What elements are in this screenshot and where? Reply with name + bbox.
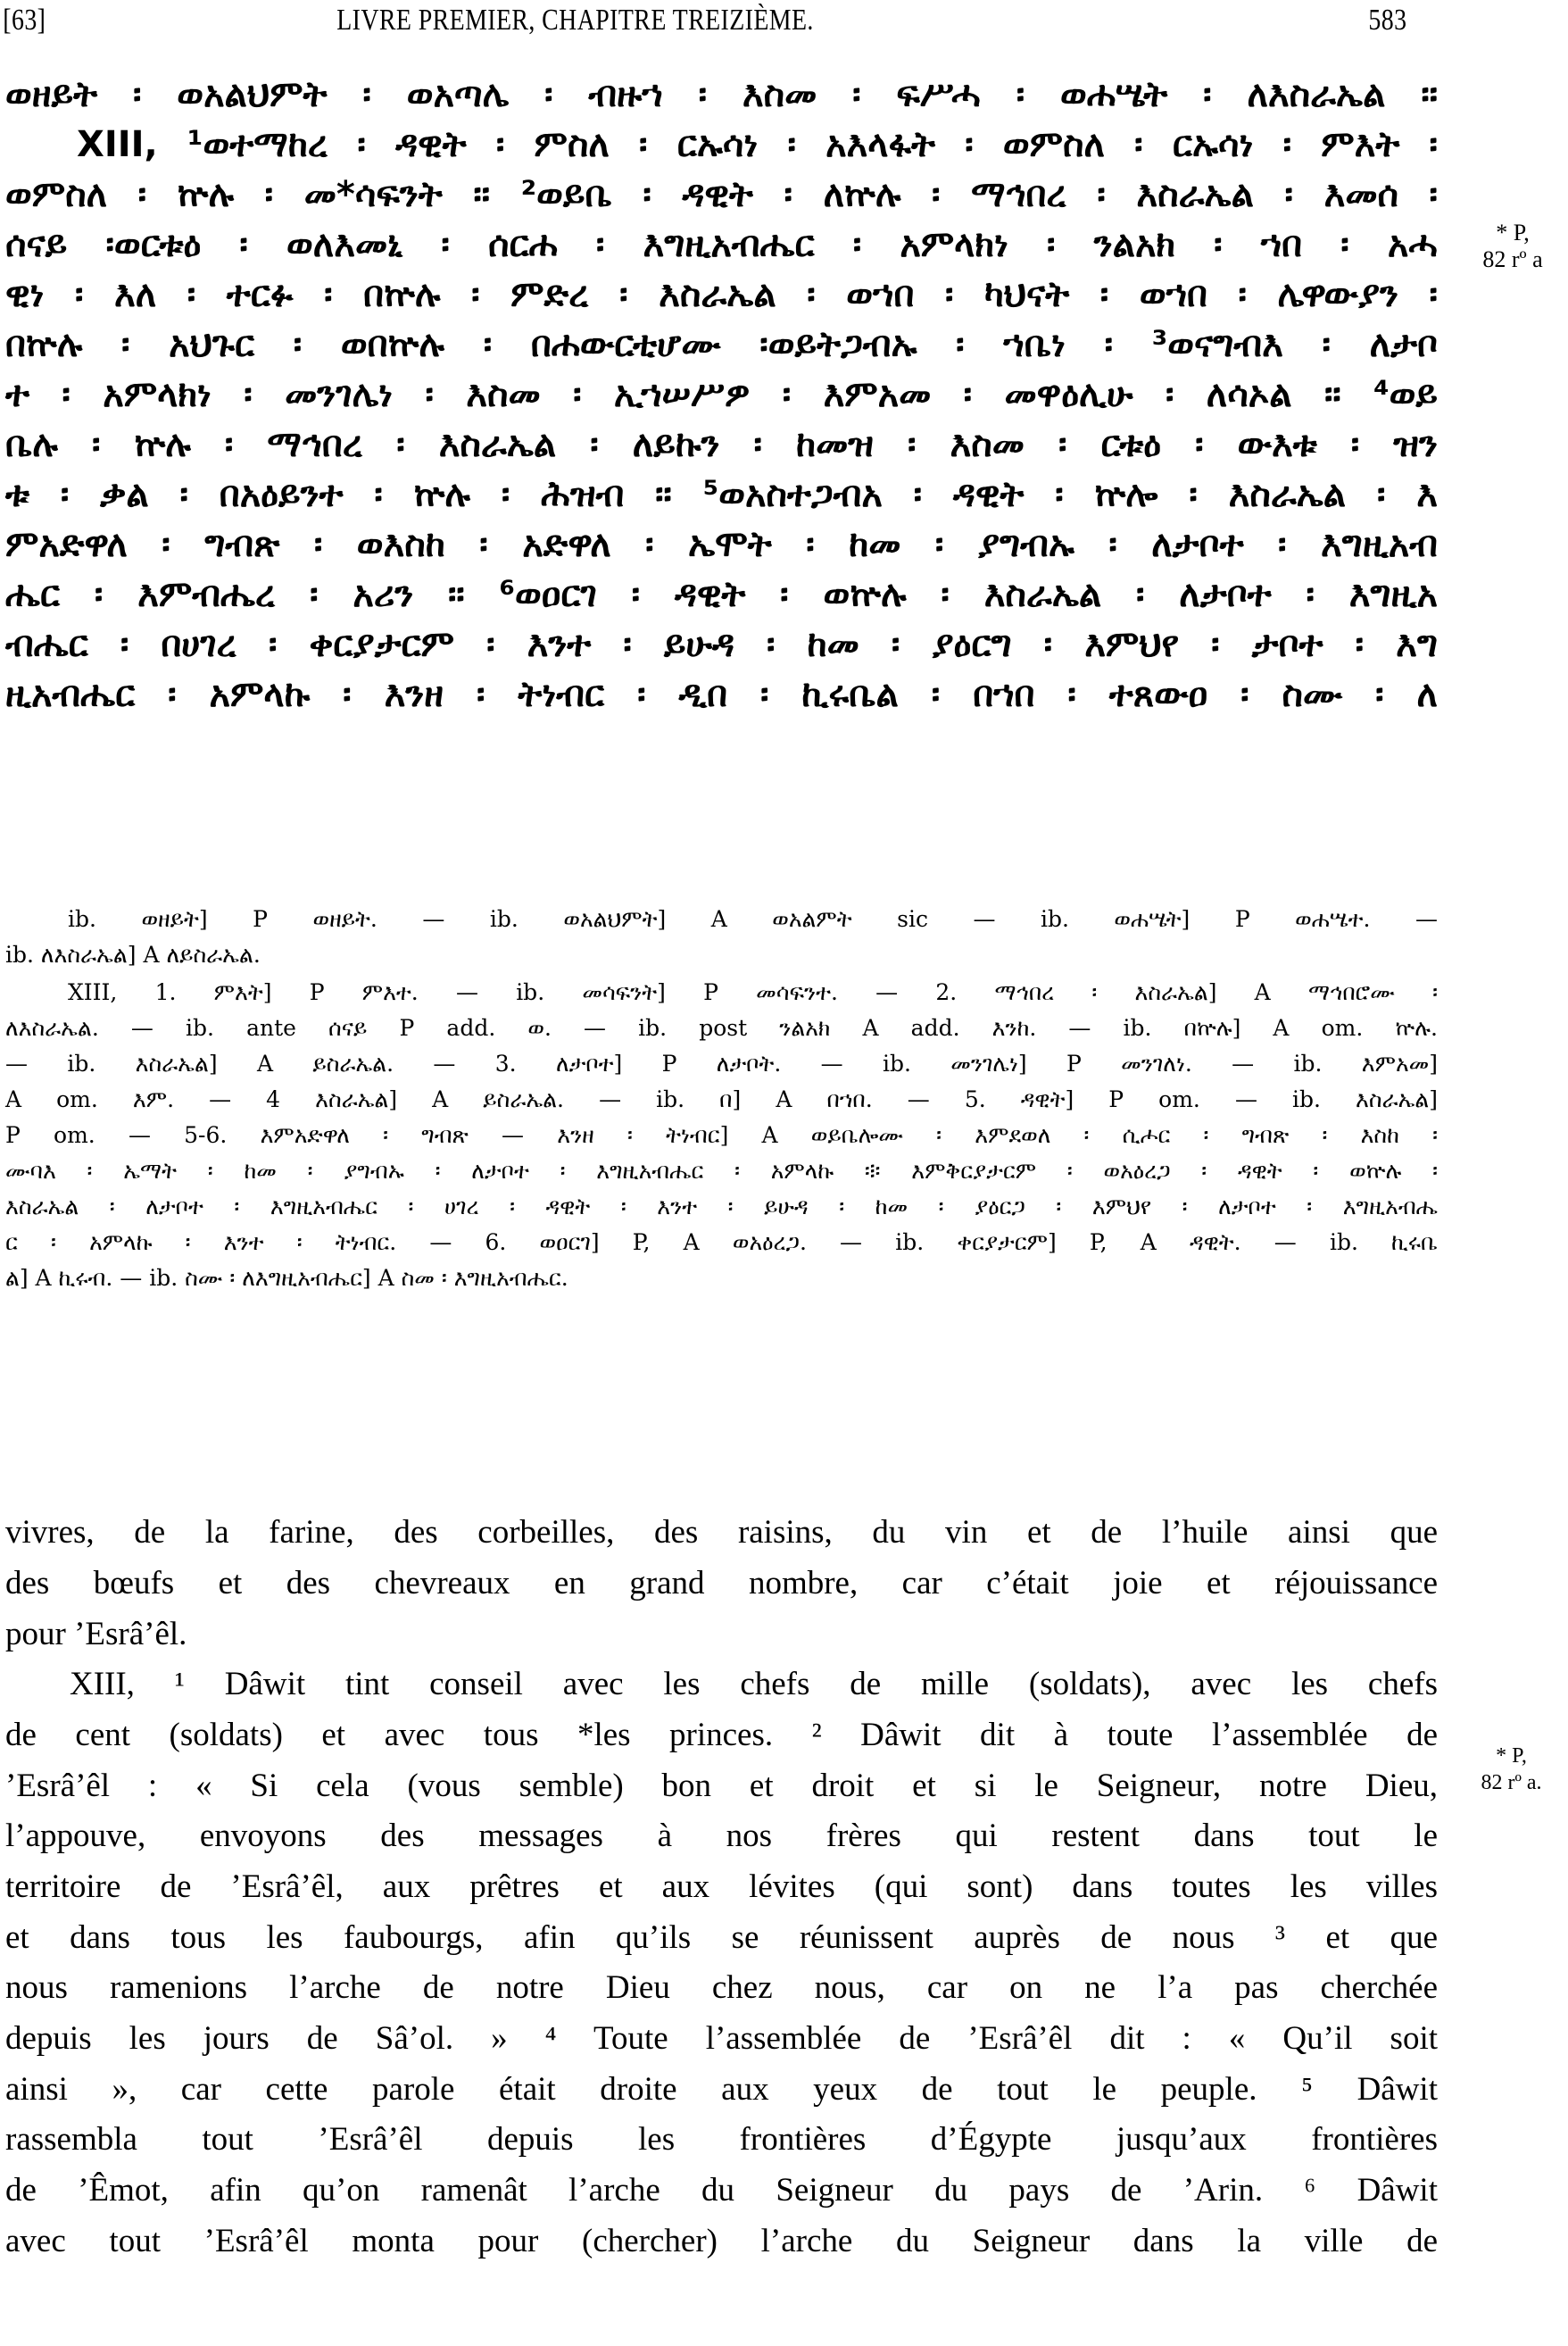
apparatus-line: ር ፡ አምላኩ ፡ እንተ ፡ ትነብር. — 6. ወዐርገ] P, A ወአዕረጋ. — ib. ቀርያታርም] P, A ዳዊት. — ib. ኪሩቤ [5, 1229, 1438, 1255]
apparatus-line: ib. ወዘይት] P ወዘይት. — ib. ወአልህምት] A ወአልምት sic — ib. ወሐሤት] P ወሐሤተ. — [68, 906, 1438, 932]
ethiopic-line: XIII, ¹ወተማከረ ፡ ዳዊት ፡ ምስለ ፡ ርኡሳነ ፡ አእላፋት ፡ ወምስለ ፡ ርኡሳነ ፡ ምእት ፡ [77, 124, 1438, 165]
ethiopic-line: ሔር ፡ እምብሔረ ፡ አሪን ። ⁶ወዐርገ ፡ ዳዊት ፡ ወኵሉ ፡ እስራኤል ፡ ለታቦተ ፡ እግዚአ [5, 574, 1438, 615]
page-number: 583 [1368, 4, 1407, 37]
ethiopic-line: ወዘይት ፡ ወአልህምት ፡ ወአጣሌ ፡ ብዙኀ ፡ እስመ ፡ ፍሥሓ ፡ ወሐሤት ፡ ለእስራኤል ። [5, 74, 1438, 115]
apparatus-line: A om. እም. — 4 እስራኤል] A ይስራኤል. — ib. በ] A በኀበ. — 5. ዳዊት] P om. — ib. እስራኤል] [5, 1086, 1438, 1112]
manuscript-folio-note: * P, 82 rº a. [1481, 1744, 1542, 1794]
apparatus-line: XIII, 1. ምእት] P ምእተ. — ib. መሳፍንት] P መሳፍንተ. — 2. ማኅበረ ፡ እስራኤል] A ማኅበሮሙ ፡ [68, 979, 1438, 1005]
ethiopic-line: ብሔር ፡ በሀገረ ፡ ቀርያታርም ፡ እንተ ፡ ይሁዳ ፡ ከመ ፡ ያዕርግ ፡ እምህየ ፡ ታቦተ ፡ እግ [5, 624, 1438, 665]
translation-line: nous ramenions l’arche de notre Dieu chez nous, car on ne l’a pas cherchée [5, 1969, 1438, 2006]
ethiopic-line: ተ ፡ አምላክነ ፡ መንገሌነ ፡ እስመ ፡ ኢኀሠሥዎ ፡ እምአመ ፡ መዋዕሊሁ ፡ ለሳኦል ። ⁴ወይ [5, 374, 1438, 415]
ethiopic-line: ምአድዋለ ፡ ግብጽ ፡ ወእስከ ፡ አድዋለ ፡ ኤሞት ፡ ከመ ፡ ያግብኡ ፡ ለታቦተ ፡ እግዚአብ [5, 524, 1438, 565]
translation-line: XIII, ¹ Dâwit tint conseil avec les chefs de mille (soldats), avec les chefs [70, 1666, 1438, 1702]
ethiopic-line: ዚአብሔር ፡ አምላኩ ፡ እንዘ ፡ ትነብር ፡ ዲበ ፡ ኪሩቤል ፡ በኀበ ፡ ተጸውዐ ፡ ስሙ ፡ ለ [5, 674, 1438, 715]
apparatus-line: ሙባእ ፡ ኤማት ፡ ከመ ፡ ያግብኡ ፡ ለታቦተ ፡ እግዚአብሔር ፡ አምላኩ ፨ እምቅርያታርም ፡ ወአዕረጋ ፡ ዳዊት ፡ ወኵሉ ፡ [5, 1158, 1438, 1184]
translation-line: ’Esrâ’êl : « Si cela (vous semble) bon et droit et si le Seigneur, notre Dieu, [5, 1768, 1438, 1804]
ethiopic-line: ቱ ፡ ቃል ፡ በአዕይንተ ፡ ኵሉ ፡ ሕዝብ ። ⁵ወአስተጋብአ ፡ ዳዊት ፡ ኵሎ ፡ እስራኤል ፡ እ [5, 474, 1438, 515]
translation-line: vivres, de la farine, des corbeilles, des raisins, du vin et de l’huile ainsi que [5, 1514, 1438, 1551]
apparatus-line: ለእስራኤል. — ib. ante ሰናይ P add. ወ. — ib. post ንልአክ A add. እንከ. — ib. በኵሉ] A om. ኵሉ. [5, 1015, 1438, 1041]
ethiopic-line: በኵሉ ፡ አህጉር ፡ ወበኵሉ ፡ በሐውርቲሆሙ ፡ወይትጋብኡ ፡ ኀቤነ ፡ ³ወናግብእ ፡ ለታቦ [5, 324, 1438, 365]
ethiopic-line: ሰናይ ፡ወርቱዕ ፡ ወለእመኒ ፡ ሰርሐ ፡ እግዚአብሔር ፡ አምላክነ ፡ ንልአክ ፡ ኀበ ፡ አሓ [5, 224, 1438, 265]
chapter-title: LIVRE PREMIER, CHAPITRE TREIZIÈME. [336, 4, 814, 37]
manuscript-folio-note: * P, 82 rº a [1482, 220, 1543, 272]
ethiopic-line: ቤሉ ፡ ኵሉ ፡ ማኅበረ ፡ እስራኤል ፡ ለይኩን ፡ ከመዝ ፡ እስመ ፡ ርቱዕ ፡ ውእቱ ፡ ዝን [5, 424, 1438, 465]
translation-line: l’appouve, envoyons des messages à nos frères qui restent dans tout le [5, 1818, 1438, 1854]
translation-line: de ’Êmot, afin qu’on ramenât l’arche du Seigneur du pays de ’Arin. ⁶ Dâwit [5, 2172, 1438, 2209]
apparatus-line: እስራኤል ፡ ለታቦተ ፡ እግዚአብሔር ፡ ሀገረ ፡ ዳዊት ፡ እንተ ፡ ይሁዳ ፡ ከመ ፡ ያዕርጋ ፡ እምህየ ፡ ለታቦተ ፡ እግዚአብሔ [5, 1194, 1438, 1219]
translation-line: territoire de ’Esrâ’êl, aux prêtres et aux lévites (qui sont) dans toutes les villes [5, 1868, 1438, 1905]
translation-line: et dans tous les faubourgs, afin qu’ils se réunissent auprès de nous ³ et que [5, 1919, 1438, 1956]
apparatus-line: ib. ለእስራኤል] A ለይስራኤል. [5, 942, 261, 968]
translation-line: ainsi », car cette parole était droite aux yeux de tout le peuple. ⁵ Dâwit [5, 2071, 1438, 2108]
running-head [0, 4, 1407, 43]
apparatus-line: — ib. እስራኤል] A ይስራኤል. — 3. ለታቦተ] P ለታቦት. — ib. መንገሌነ] P መንገለነ. — ib. እምአመ] [5, 1051, 1438, 1077]
translation-line: rassembla tout ’Esrâ’êl depuis les frontières d’Égypte jusqu’aux frontières [5, 2121, 1438, 2158]
apparatus-line: P om. — 5-6. እምአድዋለ ፡ ግብጽ — እንዘ ፡ ትነብር] A ወይቤሎሙ ፡ እምደወለ ፡ ሲሖር ፡ ግብጽ ፡ እስከ ፡ [5, 1122, 1438, 1148]
section-number: [63] [3, 4, 46, 37]
translation-line: pour ’Esrâ’êl. [5, 1616, 187, 1652]
translation-line: avec tout ’Esrâ’êl monta pour (chercher) l’arche du Seigneur dans la ville de [5, 2223, 1438, 2259]
ethiopic-line: ወምስለ ፡ ኵሉ ፡ መ*ሳፍንት ። ²ወይቤ ፡ ዳዊት ፡ ለኵሉ ፡ ማኅበረ ፡ እስራኤል ፡ እመሰ ፡ [5, 174, 1438, 215]
translation-line: des bœufs et des chevreaux en grand nombre, car c’était joie et réjouissance [5, 1565, 1438, 1601]
translation-line: de cent (soldats) et avec tous *les princes. ² Dâwit dit à toute l’assemblée de [5, 1717, 1438, 1753]
translation-line: depuis les jours de Sâ’ol. » ⁴ Toute l’assemblée de ’Esrâ’êl dit : « Qu’il soit [5, 2020, 1438, 2057]
ethiopic-line: ዊነ ፡ እለ ፡ ተርፉ ፡ በኵሉ ፡ ምድረ ፡ እስራኤል ፡ ወኀበ ፡ ካህናት ፡ ወኀበ ፡ ሌዋውያን ፡ [5, 274, 1438, 315]
apparatus-line: ል] A ኪሩብ. — ib. ስሙ ፡ ለእግዚአብሔር] A ስመ ፡ እግዚአብሔር. [5, 1265, 568, 1291]
